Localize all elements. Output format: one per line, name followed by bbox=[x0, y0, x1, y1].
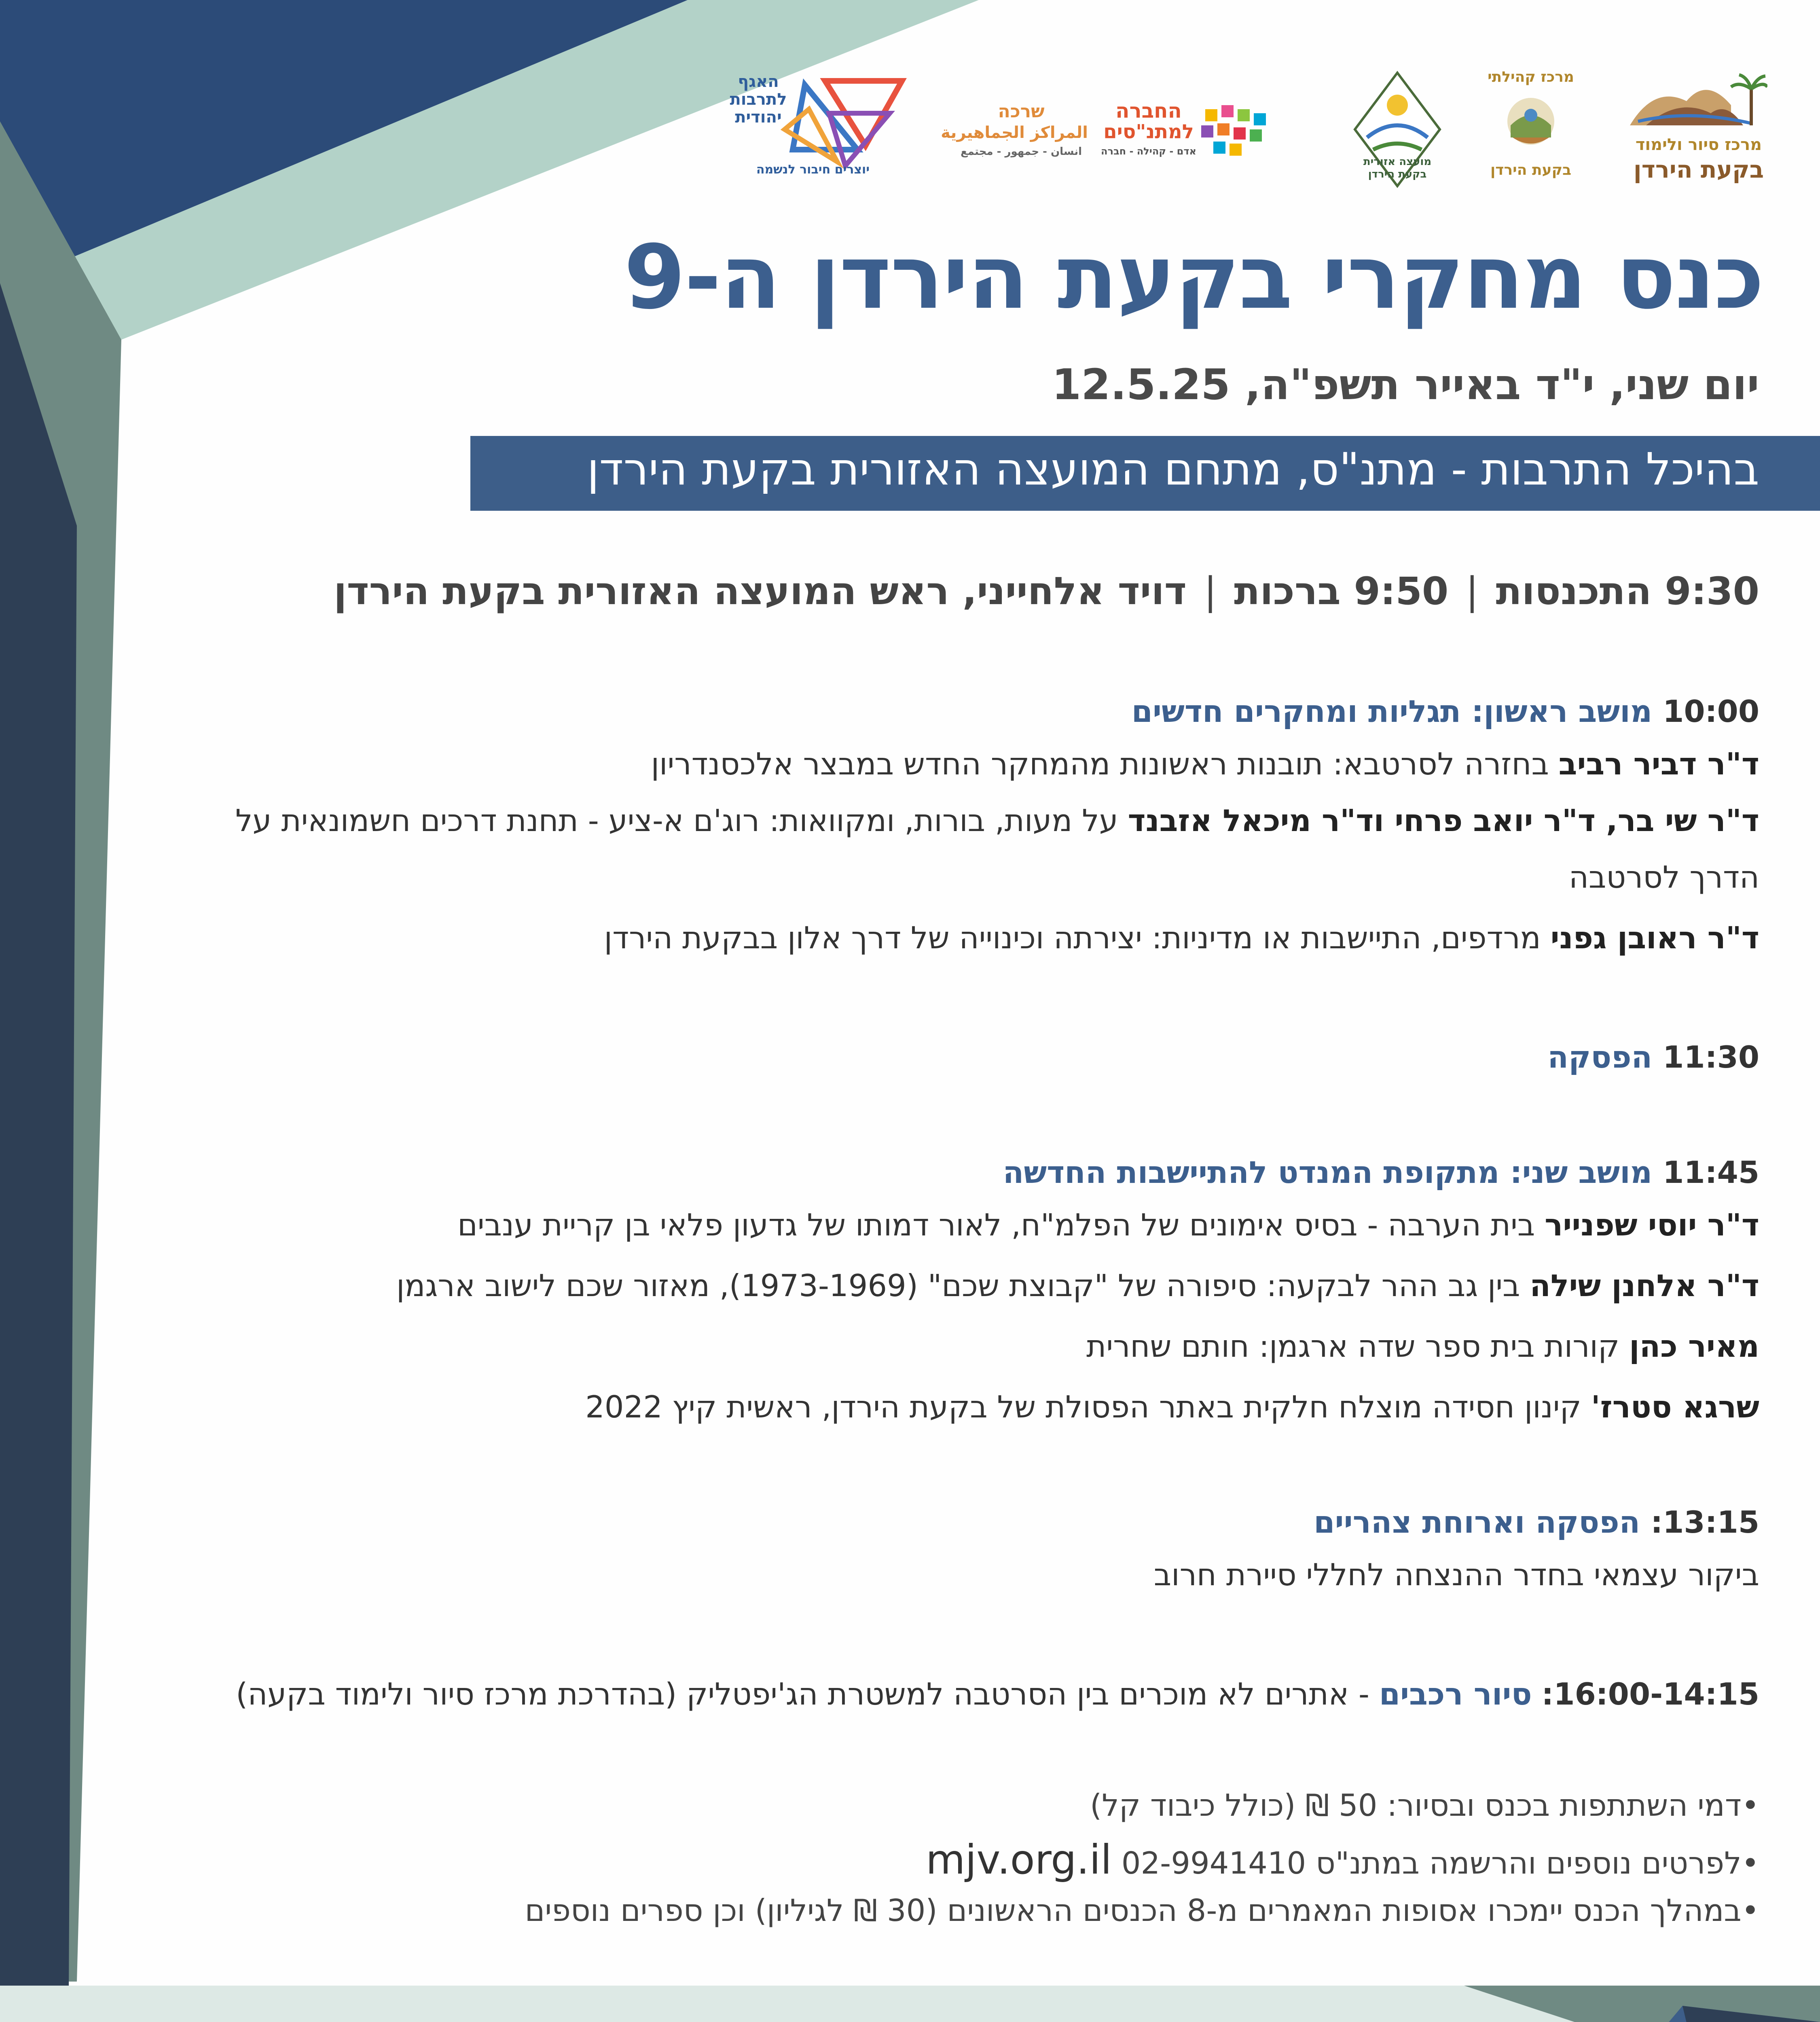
lecture-item: ד"ר יוסי שפנייר בית הערבה - בסיס אימונים של הפלמ"ח, לאור דמותו של גדעון פלאי בן קריית ענבים bbox=[457, 1207, 1759, 1243]
community-centers-company-logo: שרכה المراكز الجماهيرية انسان - جمهور - مجتمع bbox=[941, 101, 1088, 158]
lecture-item: ד"ר אלחנן שילה בין גב ההר לבקעה: סיפורה של "קבוצת שכם" (1973-1969), מאזור שכם לישוב ארגמן bbox=[396, 1268, 1759, 1303]
community-center-logo: מרכז קהילתי בקעת הירדן bbox=[1488, 69, 1574, 178]
divider: | bbox=[1204, 569, 1217, 613]
opening-speaker: דויד אלחייני, ראש המועצה האזורית בקעת הירדן bbox=[334, 569, 1187, 613]
lecture-item: מאיר כהן קורות בית ספר שדה ארגמן: חותם שחרית bbox=[1086, 1328, 1759, 1364]
session-2-heading bbox=[1003, 1155, 1759, 1190]
page-title: כנס מחקרי בקעת הירדן ה-9 bbox=[624, 226, 1763, 329]
mountain-palm-icon bbox=[1630, 69, 1767, 129]
lecture-item: שרגא סטרז' קינון חסידה מוצלח חלקית באתר הפסולת של בקעת הירדן, ראשית קיץ 2022 bbox=[585, 1389, 1759, 1425]
tour-line: 16:00-14:15: סיור רכבים - אתרים לא מוכרים בין הסרטבה למשטרת הג'יפטליק (בהדרכת מרכז סיור ולימוד בקעה) bbox=[236, 1676, 1759, 1712]
website-link[interactable]: mjv.org.il bbox=[926, 1836, 1112, 1883]
opening-line bbox=[334, 569, 1759, 613]
session-2-time: 11:45 bbox=[1663, 1155, 1759, 1190]
matnasim-company-logo: החברה למתנ"סים אדם - קהילה - חברה bbox=[1100, 69, 1270, 198]
details-bullet: •לפרטים נוספים והרשמה במתנ"ס 02-9941410 mjv.org.il bbox=[926, 1836, 1759, 1883]
lecture-item-continued: הדרך לסרטבה bbox=[1568, 859, 1759, 895]
logos-row bbox=[724, 69, 1776, 202]
opening-time-2: 9:50 bbox=[1354, 569, 1449, 613]
books-bullet: •במהלך הכנס יימכרו אסופות המאמרים מ-8 הכנסים הראשונים (30 ₪ לגיליון) וכן ספרים נוספים bbox=[525, 1893, 1759, 1928]
divider: | bbox=[1466, 569, 1479, 613]
jordan-valley-tour-center-logo: מרכז סיור ולימוד בקעת הירדן bbox=[1622, 69, 1776, 198]
jewish-culture-department-logo: האגף לתרבות יהודית יוצרים חיבור לנשמה bbox=[724, 69, 914, 198]
session-1-label: מושב ראשון: תגליות ומחקרים חדשים bbox=[1131, 694, 1653, 729]
opening-time-1: 9:30 bbox=[1665, 569, 1759, 613]
break-heading: 11:30 הפסקה bbox=[1547, 1039, 1759, 1075]
opening-label-1: התכנסות bbox=[1496, 569, 1652, 613]
session-2-label: מושב שני: מתקופת המנדט להתיישבות החדשה bbox=[1003, 1155, 1653, 1190]
lunch-heading: 13:15: הפסקה וארוחת צהריים bbox=[1314, 1504, 1759, 1540]
lecture-item: ד"ר שי בר, ד"ר יואב פרחי וד"ר מיכאל אזבנד על מעות, בורות, ומקוואות: רוג'ם א-ציע - תחנת דרכים חשמונאית על bbox=[235, 803, 1759, 838]
regional-council-logo: מועצה אזורית בקעת הירדן bbox=[1351, 69, 1444, 198]
session-1-heading bbox=[1132, 694, 1759, 729]
opening-label-2: ברכות bbox=[1234, 569, 1341, 613]
session-1-time: 10:00 bbox=[1663, 694, 1759, 729]
fee-bullet: •דמי השתתפות בכנס ובסיור: 50 ₪ (כולל כיבוד קל) bbox=[1090, 1787, 1759, 1823]
lecture-item: ד"ר דביר רביב בחזרה לסרטבא: תובנות ראשונות מהמחקר החדש במבצר אלכסנדריון bbox=[651, 746, 1759, 782]
colored-squares-icon bbox=[1201, 105, 1270, 158]
lecture-item: ד"ר ראובן גפני מרדפים, התיישבות או מדיניות: יצירתה וכינוייה של דרך אלון בבקעת הירדן bbox=[604, 920, 1759, 956]
event-date: יום שני, י"ד באייר תשפ"ה, 12.5.25 bbox=[1052, 360, 1759, 409]
community-center-emblem-icon bbox=[1505, 93, 1557, 154]
lunch-note: ביקור עצמאי בחדר ההנצחה לחללי סיירת חרוב bbox=[1153, 1557, 1759, 1593]
venue-text: בהיכל התרבות - מתנ"ס, מתחם המועצה האזורית בקעת הירדן bbox=[587, 443, 1759, 495]
